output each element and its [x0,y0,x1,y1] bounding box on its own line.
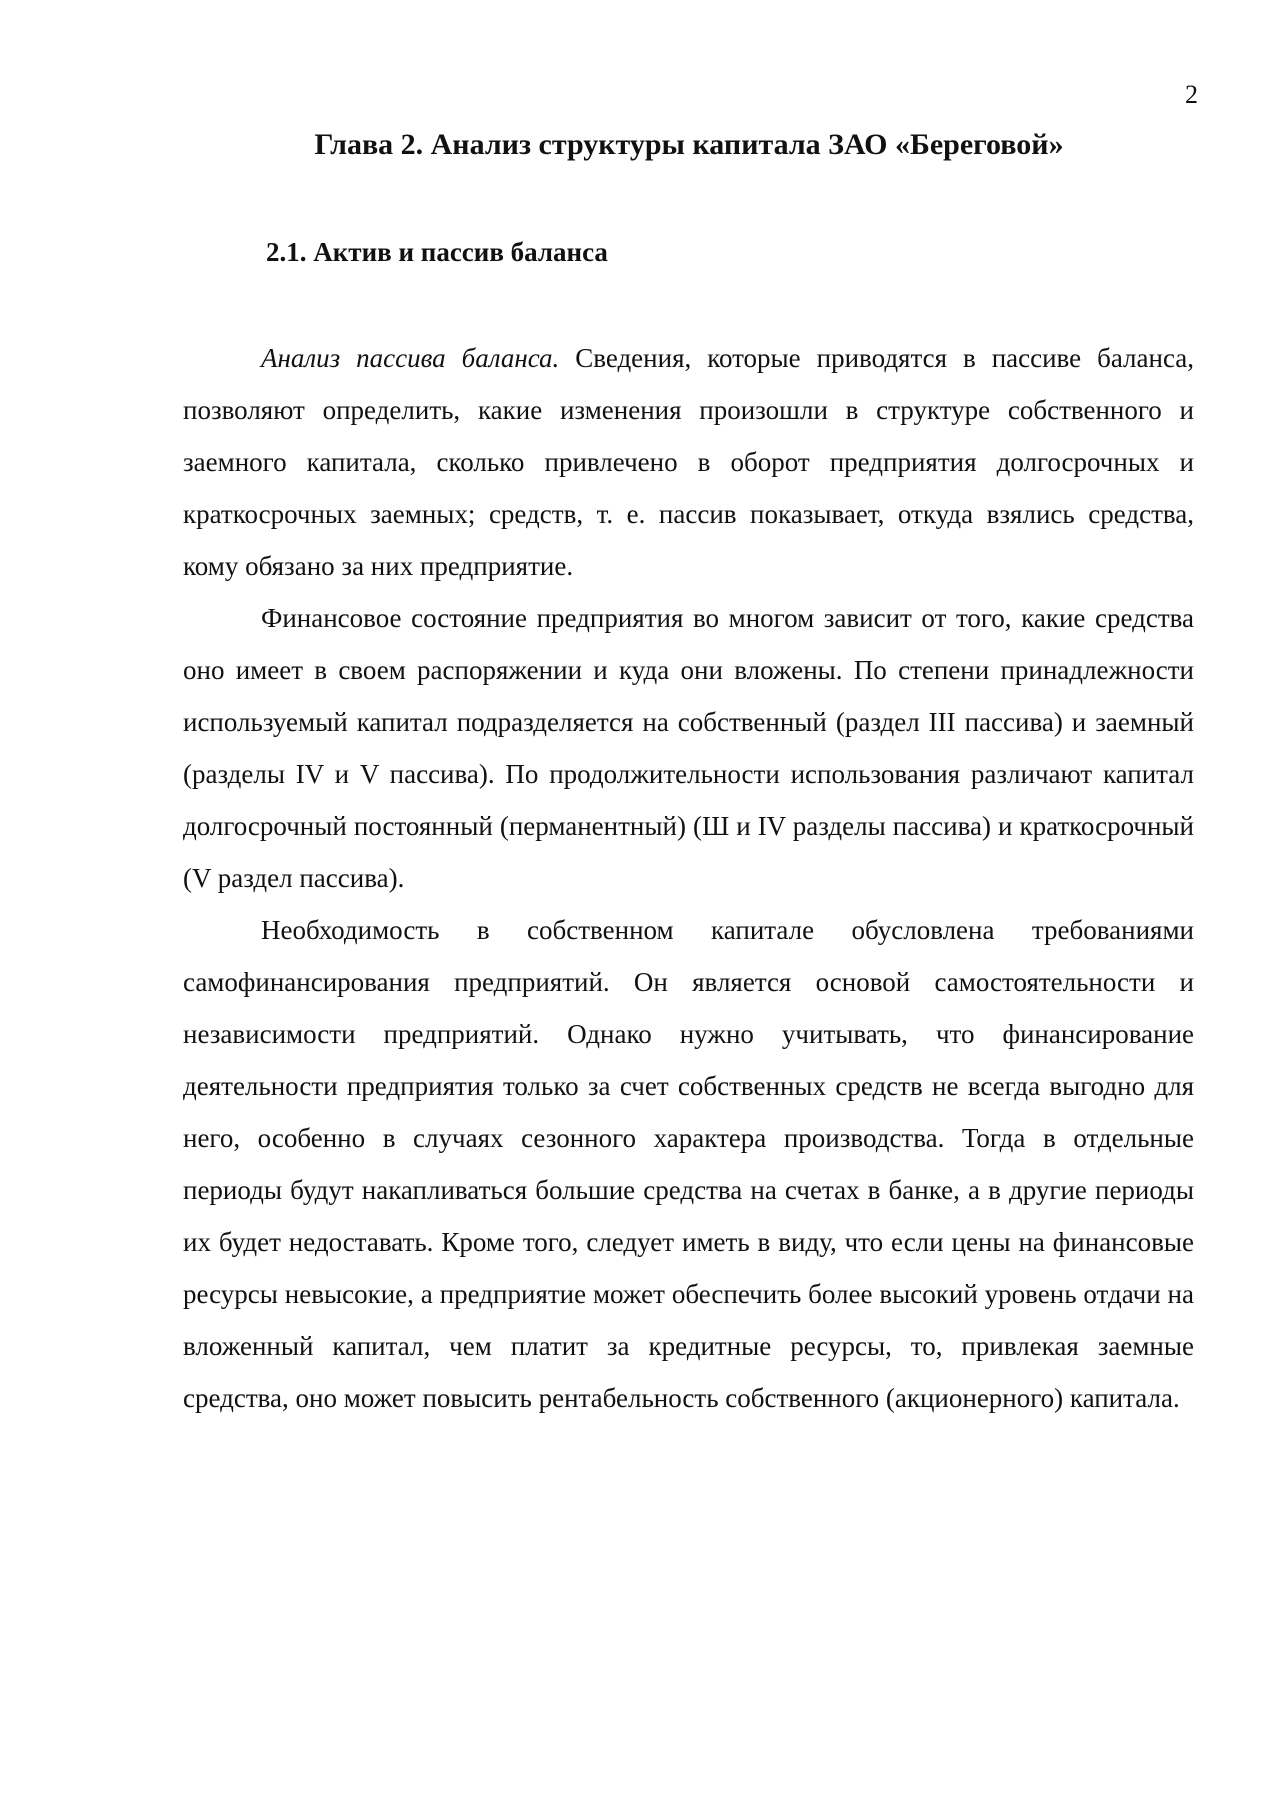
body-text [183,332,1194,1424]
paragraph-own-capital [183,904,1194,1424]
paragraph-lead-italic: Анализ пассива баланса. [261,343,560,373]
section-title: 2.1. Актив и пассив баланса [266,237,608,267]
chapter-title: Глава 2. Анализ структуры капитала ЗАО «Береговой» [314,128,1064,161]
page-number: 2 [1185,80,1198,109]
paragraph-text: Финансовое состояние предприятия во многом зависит от того, какие средства оно имеет в своем распоряжении и куда они вложены. По степени принадлежности используемый капитал подразделяется на собственный (раздел III пассива) и заемный (разделы IV и V пассива). По продолжительности использования различают капитал долгосрочный постоянный (перманентный) (Ш и IV разделы пассива) и краткосрочный (V раздел пассива). [183,603,1194,893]
paragraph-text: Сведения, которые приводятся в пассиве баланса, позволяют определить, какие изменения произошли в структуре собственного и заемного капитала, сколько привлечено в оборот предприятия долгосрочных и краткосрочных заемных; средств, т. е. пассив показывает, откуда взялись средства, кому обязано за них предприятие. [183,343,1194,581]
paragraph-text: Необходимость в собственном капитале обусловлена требованиями самофинансирования предприятий. Он является основой самостоятельности и независимости предприятий. Однако нужно учитывать, что финансирование деятельности предприятия только за счет собственных средств не всегда выгодно для него, особенно в случаях сезонного характера производства. Тогда в отдельные периоды будут накапливаться большие средства на счетах в банке, а в другие периоды их будет недоставать. Кроме того, следует иметь в виду, что если цены на финансовые ресурсы невысокие, а предприятие может обеспечить более высокий уровень отдачи на вложенный капитал, чем платит за кредитные ресурсы, то, привлекая заемные средства, оно может повысить рентабельность собственного (акционерного) капитала. [183,915,1194,1413]
paragraph-passive-analysis [183,332,1194,592]
paragraph-financial-state [183,592,1194,904]
